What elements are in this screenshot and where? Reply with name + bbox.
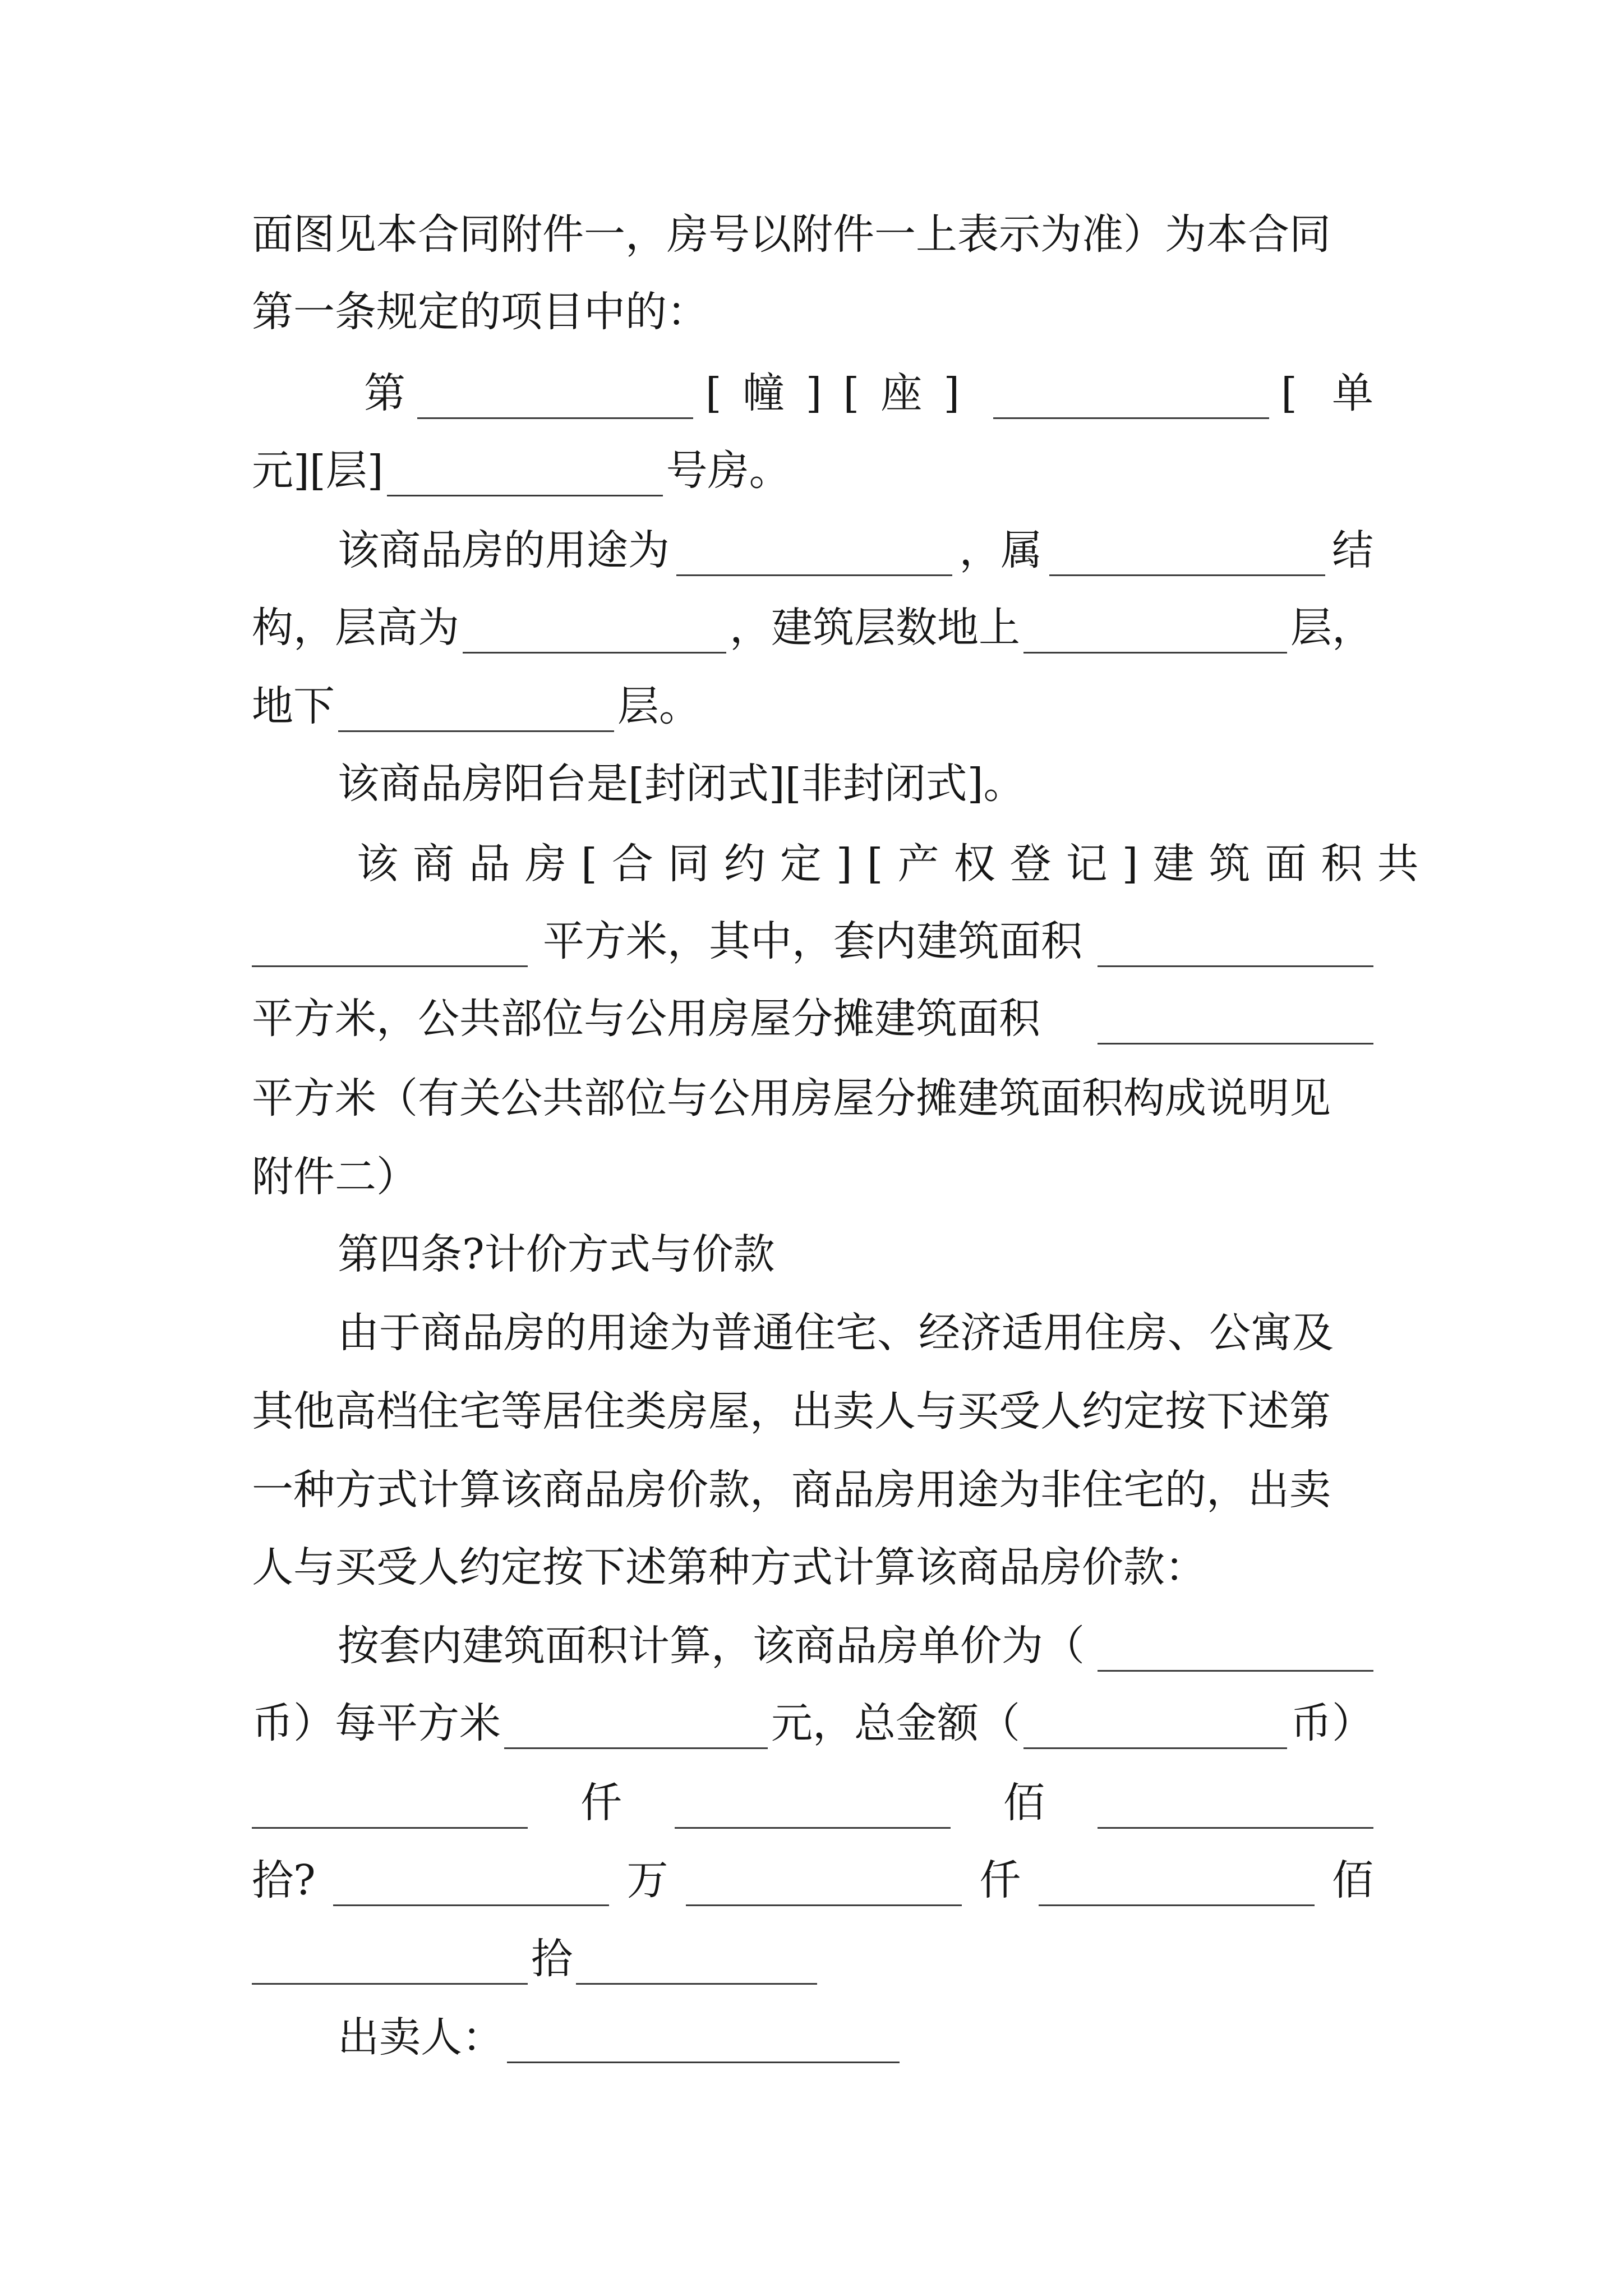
text: 其他高档住宅等居住类房屋，出卖人与买受人约定按下述第 — [252, 1387, 1331, 1435]
blank-field — [1049, 534, 1325, 576]
blank-field — [1098, 1787, 1373, 1829]
text-line — [252, 915, 1373, 967]
text: 佰 — [1331, 1856, 1373, 1904]
blank-field — [1023, 1707, 1287, 1749]
text: 人与买受人约定按下述第种方式计算该商品房价款： — [252, 1543, 1206, 1591]
blank-field — [338, 690, 614, 732]
text: 元，总金额（ — [771, 1699, 1020, 1747]
blank-field — [1098, 1630, 1373, 1672]
text-line — [252, 602, 1373, 654]
text-line — [338, 524, 1373, 576]
text: 拾 — [531, 1935, 573, 1983]
text: 该商品房阳台是[封闭式][非封闭式]。 — [338, 760, 1025, 808]
text-line — [252, 1386, 1373, 1437]
text: 第四条?计价方式与价款 — [338, 1230, 775, 1278]
text: 一种方式计算该商品房价款，商品房用途为非住宅的，出卖 — [252, 1466, 1331, 1514]
blank-field — [463, 611, 726, 654]
text: [幢][座] — [705, 369, 981, 417]
blank-field — [686, 1864, 962, 1906]
text: 层。 — [617, 682, 700, 730]
text-line — [252, 1933, 1373, 1985]
text-line — [252, 286, 1373, 338]
blank-field — [993, 377, 1269, 419]
text-line — [364, 367, 1408, 419]
text: 拾? — [252, 1856, 316, 1904]
blank-field — [676, 534, 952, 576]
text: 该商品房的用途为 — [338, 526, 670, 574]
blank-field — [333, 1864, 609, 1906]
text-line — [252, 1542, 1373, 1593]
text: 第一条规定的项目中的： — [252, 288, 708, 336]
text: ，建筑层数地上 — [730, 604, 1020, 652]
text-line — [252, 1777, 1373, 1829]
text-line — [252, 680, 1373, 732]
text-line — [252, 1073, 1373, 1124]
blank-field — [1098, 1002, 1373, 1045]
text-line — [338, 758, 1459, 809]
blank-field — [1098, 925, 1373, 967]
text: 平方米，其中，套内建筑面积 — [543, 917, 1082, 965]
text: 层， — [1290, 604, 1373, 652]
text-line — [252, 1151, 1373, 1203]
blank-field — [675, 1787, 951, 1829]
section-heading — [338, 1228, 1459, 1280]
blank-field — [1039, 1864, 1315, 1906]
seller-signature-field — [507, 2021, 900, 2063]
text: 按套内建筑面积计算，该商品房单价为（ — [338, 1622, 1085, 1670]
text-line — [338, 1620, 1373, 1672]
blank-field — [252, 925, 528, 967]
text: 元][层] — [252, 447, 384, 495]
text-line — [252, 1464, 1373, 1516]
text-line — [338, 1307, 1459, 1359]
blank-field — [504, 1707, 768, 1749]
blank-field — [576, 1943, 817, 1985]
text-line — [252, 993, 1373, 1045]
blank-field — [1023, 611, 1287, 654]
signature-line — [338, 2012, 1459, 2063]
seller-label: 出卖人： — [338, 2013, 504, 2062]
text: 该商品房[合同约定][产权登记]建筑面积共 — [357, 840, 1433, 888]
text: 平方米，公共部位与公用房屋分摊建筑面积 — [252, 995, 1040, 1043]
text: 号房。 — [666, 447, 791, 495]
text: ，属 — [959, 526, 1043, 574]
text: 币） — [1290, 1699, 1373, 1747]
text: 面图见本合同附件一，房号以附件一上表示为准）为本合同 — [252, 210, 1331, 259]
text: 佰 — [1003, 1779, 1045, 1827]
text: 万 — [626, 1856, 668, 1904]
text: 平方米（有关公共部位与公用房屋分摊建筑面积构成说明见 — [252, 1074, 1331, 1122]
blank-field — [417, 377, 693, 419]
text-line — [252, 1855, 1373, 1906]
blank-field — [252, 1943, 528, 1985]
text-line — [357, 838, 1433, 890]
text-line — [252, 1697, 1373, 1749]
text: 构，层高为 — [252, 604, 459, 652]
text: [单 — [1281, 369, 1408, 417]
text: 附件二） — [252, 1153, 418, 1201]
blank-field — [252, 1787, 528, 1829]
text: 由于商品房的用途为普通住宅、经济适用住房、公寓及 — [338, 1309, 1334, 1357]
text-line — [252, 209, 1373, 260]
text: 仟 — [580, 1779, 622, 1827]
text: 地下 — [252, 682, 335, 730]
text-line — [252, 445, 1373, 496]
text: 仟 — [979, 1856, 1021, 1904]
text: 币）每平方米 — [252, 1699, 501, 1747]
text: 结 — [1332, 526, 1373, 574]
blank-field — [387, 454, 663, 496]
text: 第 — [364, 369, 405, 417]
